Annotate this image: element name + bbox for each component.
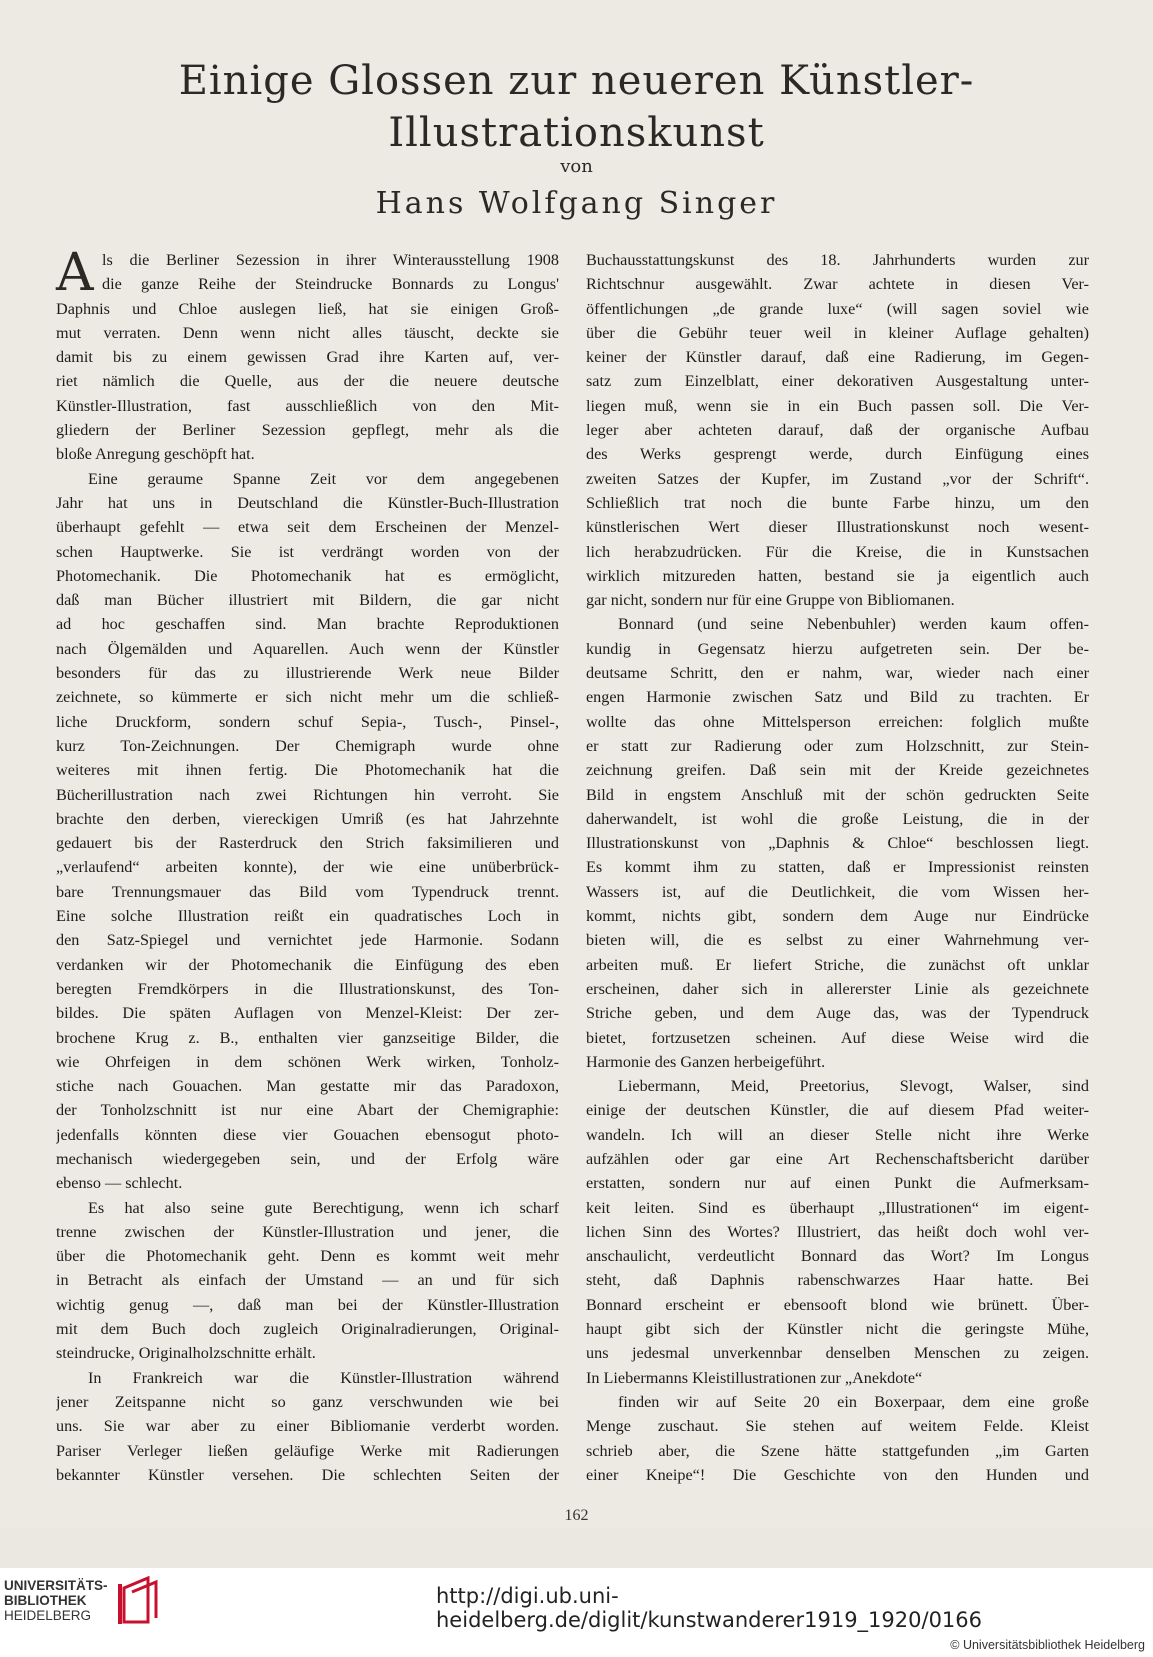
left-column-line: brachte den derben, viereckigen Umriß (es hat Jahrzehnte [56, 809, 559, 828]
right-column-line: gar nicht, sondern nur für eine Gruppe von Bibliomanen. [586, 591, 955, 610]
right-column-line: lichen Sinn des Wortes? Illustriert, das heißt doch wohl ver- [586, 1222, 1089, 1241]
left-column-line: liche Druckform, sondern schuf Sepia-, Tusch-, Pinsel-, [56, 712, 559, 731]
article-title-line-1: Einige Glossen zur neueren Künstler- [178, 58, 975, 104]
left-column-line: jener Zeitspanne nicht so ganz verschwunden wie bei [56, 1392, 559, 1411]
copyright-notice: © Universitätsbibliothek Heidelberg [950, 1638, 1145, 1652]
left-column-line: Eine solche Illustration reißt ein quadratisches Loch in [56, 907, 559, 926]
byline-von: von [560, 156, 593, 177]
left-column-line: Es hat also seine gute Berechtigung, wenn ich scharf [88, 1198, 559, 1217]
right-column-line: keit leiten. Sind es überhaupt „Illustrationen“ im eigent- [586, 1198, 1089, 1217]
right-column-line: über die Gebühr teuer weil in kleiner Auflage gehalten) [586, 323, 1089, 342]
right-column-line: lich herabzudrücken. Für die Kreise, die in Kunstsachen [586, 542, 1089, 561]
right-column-line: kundig in Gegensatz hierzu aufgetreten sein. Der be- [586, 639, 1089, 658]
right-column-line: bieten will, die es selbst zu einer Wahrnehmung ver- [586, 931, 1089, 950]
right-column-line: uns jedesmal unverkennbar denselben Menschen zu zeigen. [586, 1344, 1089, 1363]
left-column-line: mit dem Buch doch zugleich Originalradierungen, Original- [56, 1320, 559, 1339]
right-column-line: leger aber achteten darauf, daß der organische Aufbau [586, 421, 1089, 440]
left-column-line: bare Trennungsmauer das Bild vom Typendruck trennt. [56, 882, 559, 901]
left-column-line: steindrucke, Originalholzschnitte erhält. [56, 1344, 316, 1363]
left-column-line: weiteres mit ihnen fertig. Die Photomechanik hat die [56, 761, 559, 780]
right-column-line: Liebermann, Meid, Preetorius, Slevogt, Walser, sind [618, 1077, 1089, 1096]
left-column-line: mut verraten. Denn wenn nicht alles täuscht, deckte sie [56, 323, 559, 342]
logo-line-3: HEIDELBERG [4, 1608, 92, 1623]
right-column-line: Schließlich trat noch die bunte Farbe hinzu, um den [586, 493, 1089, 512]
right-column-line: schrieb aber, die Szene hätte stattgefunden „im Garten [586, 1441, 1089, 1460]
right-column-line: öffentlichungen „de grande luxe“ (will sagen soviel wie [586, 299, 1089, 318]
left-column-line: der Tonholzschnitt ist nur eine Abart der Chemigraphie: [56, 1101, 559, 1120]
left-column-line: zeichnete, so kümmerte er sich nicht mehr um die schließ- [56, 688, 559, 707]
left-column-line: „verlaufend“ arbeiten konnte), der wie eine unüberbrück- [56, 858, 559, 877]
right-column-line: deutsame Schritt, den er nahm, war, wieder nach einer [586, 664, 1089, 683]
left-column-line: Eine geraume Spanne Zeit vor dem angegebenen [88, 469, 559, 488]
right-column-line: arbeiten muß. Er liefert Striche, die zunächst oft unklar [586, 955, 1089, 974]
left-text-column [56, 243, 559, 1487]
left-column-line: besonders für das zu illustrierende Werk neue Bilder [56, 664, 559, 683]
left-column-line: in Betracht als einfach der Umstand — an und für sich [56, 1271, 559, 1290]
right-column-line: zweiten Satzes der Kupfer, im Zustand „vor der Schrift“. [586, 469, 1089, 488]
left-column-line: beregten Fremdkörpers in die Illustrationskunst, des Ton- [56, 979, 559, 998]
library-logo-icon [114, 1574, 162, 1626]
left-column-line: Pariser Verleger ließen geläufige Werke mit Radierungen [56, 1441, 559, 1460]
drop-cap: A [56, 243, 94, 303]
author-name: Hans Wolfgang Singer [375, 186, 778, 221]
right-column-line: des Werks gesprengt werde, durch Einfügung eines [586, 445, 1089, 464]
left-column-line: ebenso — schlecht. [56, 1174, 183, 1193]
left-column-line: wichtig genug —, daß man bei der Künstler-Illustration [56, 1295, 559, 1314]
left-column-line: gedauert bis der Rasterdruck den Strich faksimilieren und [56, 834, 559, 853]
left-column-line: bekannter Künstler versehen. Die schlechten Seiten der [56, 1465, 559, 1484]
right-column-line: bietet, fortzusetzen scheinen. Auf diese Weise wird die [586, 1028, 1089, 1047]
right-column-line: Bild in engstem Anschluß mit der schön gedruckten Seite [586, 785, 1089, 804]
footer-bar [0, 1568, 1153, 1657]
right-column-line: Buchausstattungskunst des 18. Jahrhunderts wurden zur [586, 251, 1089, 269]
left-column-line: Künstler-Illustration, fast ausschließlich von den Mit- [56, 396, 559, 415]
logo-line-1: UNIVERSITÄTS- [4, 1578, 108, 1593]
left-column-line: kurz Ton-Zeichnungen. Der Chemigraph wurde ohne [56, 736, 559, 755]
left-column-line: stiche nach Gouachen. Man gestatte mir das Paradoxon, [56, 1077, 559, 1096]
left-column-line: damit bis zu einem gewissen Grad ihre Karten auf, ver- [56, 348, 559, 367]
left-column-line: bloße Anregung geschöpft hat. [56, 445, 255, 464]
left-column-line: gliedern der Berliner Sezession gepflegt, mehr als die [56, 421, 559, 440]
left-column-line: bildes. Die späten Auflagen von Menzel-Kleist: Der zer- [56, 1004, 559, 1023]
library-logo-text [4, 1578, 108, 1623]
left-column-line: ls die Berliner Sezession in ihrer Winterausstellung 1908 [102, 251, 559, 269]
page-number: 162 [564, 1507, 589, 1524]
right-column-line: wirklich mitzureden hatten, bestand sie ja eigentlich auch [586, 566, 1089, 585]
right-column-line: engen Harmonie zwischen Satz und Bild zu trachten. Er [586, 688, 1089, 707]
left-column-line: trenne zwischen der Künstler-Illustration und jener, die [56, 1222, 559, 1241]
right-column-line: kommt, nichts gibt, sondern dem Auge nur Eindrücke [586, 907, 1089, 926]
left-column-line: wie Ohrfeigen in dem schönen Werk wirken, Tonholz- [56, 1052, 559, 1071]
left-column-line: Bücherillustration nach zwei Richtungen hin verroht. Sie [56, 785, 559, 804]
permalink-url[interactable]: http://digi.ub.uni-heidelberg.de/diglit/kunstwanderer1919_1920/0166 [436, 1584, 983, 1632]
article-title-line-2: Illustrationskunst [388, 110, 765, 156]
right-column-line: Bonnard erscheint er ebensooft blond wie brünett. Über- [586, 1295, 1089, 1314]
right-column-line: Illustrationskunst von „Daphnis & Chloe“ beschlossen liegt. [586, 834, 1089, 853]
right-column-line: liegen muß, wenn sie in ein Buch passen soll. Die Ver- [586, 396, 1089, 415]
left-column-line: uns. Sie war aber zu einer Bibliomanie verderbt worden. [56, 1417, 559, 1436]
right-column-line: Richtschnur ausgewählt. Zwar achtete in diesen Ver- [586, 275, 1089, 294]
right-column-line: wandeln. Ich will an dieser Stelle nicht ihre Werke [586, 1125, 1089, 1144]
right-column-line: wollte das ohne Mittelsperson erreichen: folglich mußte [586, 712, 1089, 731]
left-column-line: nach Ölgemälden und Aquarellen. Auch wenn der Künstler [56, 639, 559, 658]
right-column-line: steht, daß Daphnis rabenschwarzes Haar hatte. Bei [586, 1271, 1089, 1290]
right-column-line: erscheinen, daher sich in allererster Linie als gezeichnete [586, 979, 1089, 998]
right-column-line: aufzählen oder gar eine Art Rechenschaftsbericht darüber [586, 1149, 1089, 1168]
left-column-line: Jahr hat uns in Deutschland die Künstler-Buch-Illustration [56, 493, 559, 512]
right-column-line: zeichnung greifen. Daß sein mit der Kreide gezeichnetes [586, 761, 1089, 780]
left-column-line: Daphnis und Chloe auslegen ließ, hat sie einigen Groß- [56, 299, 559, 318]
right-column-line: erstatten, sondern nur auf einen Punkt die Aufmerksam- [586, 1174, 1089, 1193]
left-column-line: Photomechanik. Die Photomechanik hat es ermöglicht, [56, 566, 559, 585]
left-column-line: den Satz-Spiegel und vernichtet jede Harmonie. Sodann [56, 931, 559, 950]
right-column-line: Es kommt ihm zu statten, daß er Impressionist reinsten [586, 858, 1089, 877]
left-column-line: mechanisch wiedergegeben sein, und der Erfolg wäre [56, 1149, 559, 1168]
right-column-line: satz zum Einzelblatt, einer dekorativen Ausgestaltung unter- [586, 372, 1089, 391]
right-column-line: Bonnard (und seine Nebenbuhler) werden kaum offen- [618, 615, 1089, 634]
right-column-line: einige der deutschen Künstler, die auf diesem Pfad weiter- [586, 1101, 1089, 1120]
right-column-line: haupt gibt sich der Künstler nicht die geringste Mühe, [586, 1320, 1089, 1339]
right-column-line: Striche geben, und dem Auge das, was der Typendruck [586, 1004, 1089, 1023]
left-column-line: schen Hauptwerke. Sie ist verdrängt worden von der [56, 542, 559, 561]
right-column-line: Harmonie des Ganzen herbeigeführt. [586, 1052, 826, 1071]
right-text-column [586, 248, 1089, 1487]
left-column-line: jedenfalls könnten diese vier Gouachen ebensogut photo- [56, 1125, 559, 1144]
left-column-line: überhaupt gefehlt — etwa seit dem Erscheinen der Menzel- [56, 518, 559, 537]
right-column-line: Menge zuschaut. Sie stehen auf weitem Felde. Kleist [586, 1417, 1089, 1436]
right-column-line: In Liebermanns Kleistillustrationen zur „Anekdote“ [586, 1368, 923, 1387]
left-column-line: riet nämlich die Quelle, aus der die neuere deutsche [56, 372, 559, 391]
right-column-line: keiner der Künstler darauf, daß eine Radierung, im Gegen- [586, 348, 1089, 367]
right-column-line: einer Kneipe“! Die Geschichte von den Hunden und [586, 1465, 1089, 1484]
logo-line-2: BIBLIOTHEK [4, 1593, 87, 1608]
right-column-line: er statt zur Radierung oder zum Holzschnitt, zur Stein- [586, 736, 1089, 755]
right-column-line: Wassers ist, auf die Deutlichkeit, die vom Wissen her- [586, 882, 1089, 901]
left-column-line: verdanken wir der Photomechanik die Einfügung des eben [56, 955, 559, 974]
left-column-line: die ganze Reihe der Steindrucke Bonnards zu Longus' [102, 275, 559, 294]
left-column-line: ad hoc geschaffen sind. Man brachte Reproduktionen [56, 615, 559, 634]
left-column-line: brochene Krug z. B., enthalten vier ganzseitige Bilder, die [56, 1028, 559, 1047]
right-column-line: künstlerischen Wert dieser Illustrationskunst noch wesent- [586, 518, 1089, 537]
right-column-line: finden wir auf Seite 20 ein Boxerpaar, dem eine große [618, 1392, 1089, 1411]
left-column-line: daß man Bücher illustriert mit Bildern, die gar nicht [56, 591, 559, 610]
right-column-line: daherwandelt, ist wohl die große Leistung, die in der [586, 809, 1089, 828]
left-column-line: In Frankreich war die Künstler-Illustration während [88, 1368, 559, 1387]
right-column-line: anschaulicht, verdeutlicht Bonnard das Wort? Im Longus [586, 1247, 1089, 1266]
left-column-line: über die Photomechanik geht. Denn es kommt weit mehr [56, 1247, 559, 1266]
